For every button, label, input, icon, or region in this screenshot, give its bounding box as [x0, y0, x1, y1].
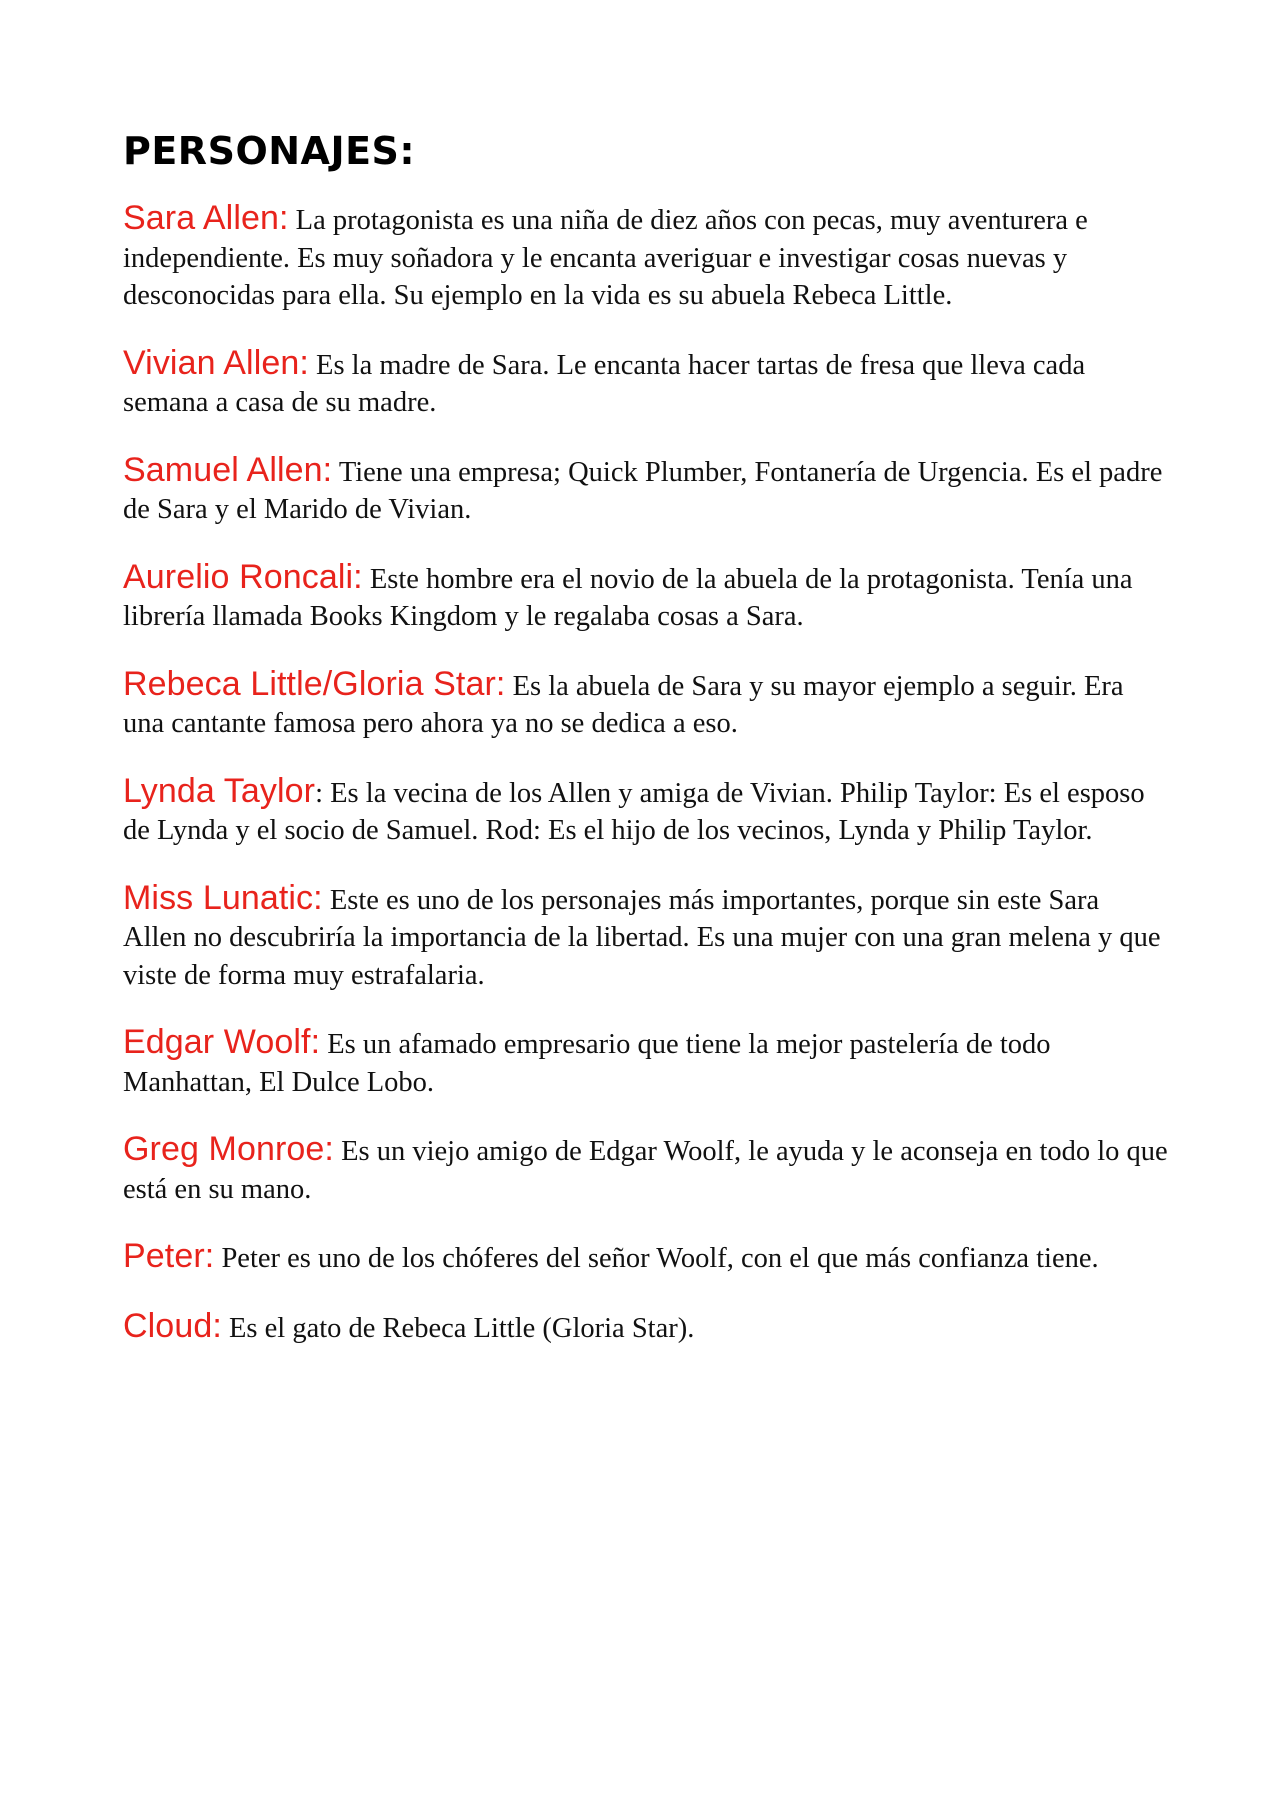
- character-description: La protagonista es una niña de diez años con pecas, muy aventurera e independiente. Es muy soñadora y le encanta averiguar e investigar cosas nuevas y desconocidas para ella. Su ejemplo en la vida es su abuela Rebeca Little.: [123, 205, 1088, 311]
- character-description: Es el gato de Rebeca Little (Gloria Star).: [221, 1312, 695, 1344]
- character-entry-peter: [123, 1238, 1168, 1278]
- character-name: Samuel Allen:: [123, 450, 333, 489]
- character-description: : Es la vecina de los Allen y amiga de Vivian. Philip Taylor: Es el esposo de Lynda y el socio de Samuel. Rod: Es el hijo de los vecinos, Lynda y Philip Taylor.: [123, 777, 1145, 846]
- character-description: Tiene una empresa; Quick Plumber, Fontanería de Urgencia. Es el padre de Sara y el Marido de Vivian.: [123, 456, 1163, 525]
- character-entry-greg-monroe: [123, 1131, 1168, 1208]
- character-description: Este hombre era el novio de la abuela de la protagonista. Tenía una librería llamada Books Kingdom y le regalaba cosas a Sara.: [123, 563, 1133, 632]
- character-entry-lynda-taylor: [123, 773, 1168, 850]
- character-description: Es la abuela de Sara y su mayor ejemplo a seguir. Era una cantante famosa pero ahora ya no se dedica a eso.: [123, 670, 1124, 739]
- character-entry-cloud: [123, 1308, 1168, 1348]
- character-name: Edgar Woolf:: [123, 1023, 321, 1061]
- character-entry-samuel-allen: [123, 452, 1168, 529]
- page-title: PERSONAJES:: [123, 129, 416, 173]
- character-name: Aurelio Roncali:: [123, 557, 363, 596]
- character-description: Este es uno de los personajes más importantes, porque sin este Sara Allen no descubriría la importancia de la libertad. Es una mujer con una gran melena y que viste de forma muy estrafalaria.: [123, 884, 1161, 991]
- character-description: Es un viejo amigo de Edgar Woolf, le ayuda y le aconseja en todo lo que está en su mano.: [123, 1136, 1168, 1205]
- character-entry-aurelio-roncali: [123, 559, 1168, 636]
- character-entry-edgar-woolf: [123, 1024, 1168, 1101]
- character-description: Es un afamado empresario que tiene la mejor pastelería de todo Manhattan, El Dulce Lobo.: [123, 1029, 1051, 1098]
- character-name: Sara Allen:: [123, 199, 289, 237]
- character-name: Cloud:: [123, 1306, 222, 1345]
- character-description: Es la madre de Sara. Le encanta hacer tartas de fresa que lleva cada semana a casa de su madre.: [123, 349, 1086, 418]
- character-description: Peter es uno de los chóferes del señor Woolf, con el que más confianza tiene.: [214, 1243, 1099, 1274]
- character-name: Lynda Taylor: [123, 771, 316, 810]
- character-entry-sara-allen: [123, 200, 1168, 315]
- character-entry-miss-lunatic: [123, 880, 1168, 995]
- character-name: Miss Lunatic:: [123, 878, 323, 917]
- character-entry-vivian-allen: [123, 345, 1168, 422]
- document-content: [123, 128, 1168, 1377]
- character-name: Peter:: [123, 1237, 215, 1275]
- character-entry-rebeca-little: [123, 666, 1168, 743]
- character-name: Greg Monroe:: [123, 1130, 334, 1168]
- character-name: Rebeca Little/Gloria Star:: [123, 664, 506, 703]
- character-name: Vivian Allen:: [123, 343, 309, 382]
